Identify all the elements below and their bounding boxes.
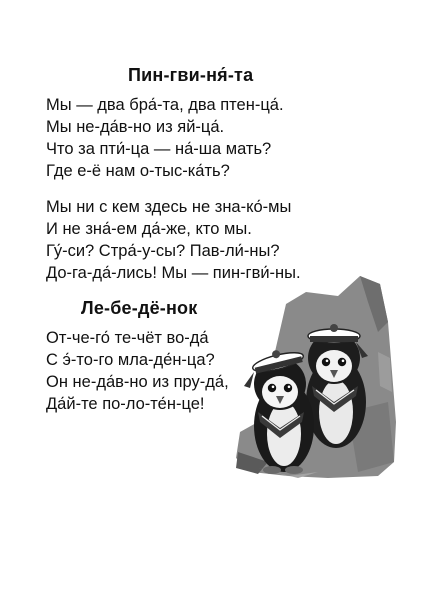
poem-line: Мы ни с кем здесь не зна-ко́-мы <box>46 198 292 216</box>
poem-line: Он не-да́в-но из пру-да́, <box>46 373 229 391</box>
poem-line: Где е-ё нам о-тыс-ка́ть? <box>46 162 230 180</box>
poem-line: С э́-то-го мла-де́н-ца? <box>46 351 215 369</box>
poem-title-cygnet: Ле-бе-дё-нок <box>81 298 198 318</box>
poem-line: От-че-го́ те-чёт во-да́ <box>46 329 209 347</box>
poem-line: Мы — два бра́-та, два птен-ца́. <box>46 96 284 114</box>
poem-title-penguins: Пин-гви-ня́-та <box>128 65 254 85</box>
penguins-illustration-icon <box>228 262 398 480</box>
poem-stanza <box>46 94 284 182</box>
poem-stanza <box>46 327 229 415</box>
poem-line: Гу́-си? Стра́-у-сы? Пав-ли́-ны? <box>46 242 280 260</box>
poem-line: Что за пти́-ца — на́-ша мать? <box>46 140 272 158</box>
poem-line: До-га-да́-лись! Мы — пин-гви́-ны. <box>46 264 301 282</box>
poem-line: И не зна́-ем да́-же, кто мы. <box>46 220 252 238</box>
poem-line: Мы не-да́в-но из яй-ца́. <box>46 118 225 136</box>
poem-line: Да́й-те по-ло-те́н-це! <box>46 395 205 413</box>
